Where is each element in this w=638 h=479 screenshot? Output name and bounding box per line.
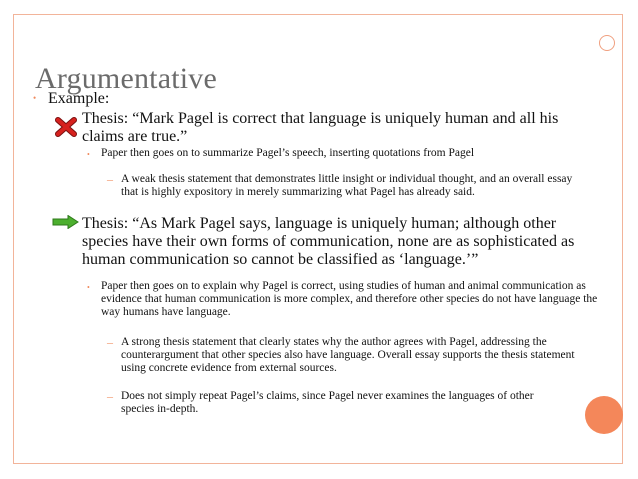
dash-icon: – — [107, 389, 113, 403]
dash-icon: – — [107, 335, 113, 349]
strong-critique-2: Does not simply repeat Pagel’s claims, since Pagel never examines the languages of other species in-depth. — [121, 390, 534, 415]
decorative-circle-outline — [599, 35, 615, 51]
red-x-icon — [54, 117, 78, 137]
strong-critique-1: A strong thesis statement that clearly states why the author agrees with Pagel, addressing the counterargument that other species also have language. Overall essay supports the thesis statement using concrete evidence from external sources. — [121, 336, 575, 374]
weak-detail: Paper then goes on to summarize Pagel’s speech, inserting quotations from Pagel — [101, 147, 475, 159]
bullet-icon: • — [87, 283, 90, 292]
decorative-circle-filled — [585, 396, 623, 434]
green-arrow-icon — [52, 215, 79, 229]
bullet-icon: • — [33, 93, 37, 103]
dash-icon: – — [107, 172, 113, 186]
strong-detail: Paper then goes on to explain why Pagel is correct, using studies of human and animal communication as evidence that human communication is more complex, and therefore other species do not have language the way humans have language. — [101, 280, 598, 318]
weak-critique: A weak thesis statement that demonstrates little insight or individual thought, and an overall essay that is highly expository in merely summarizing what Pagel has already said. — [121, 173, 573, 198]
strong-thesis: Thesis: “As Mark Pagel says, language is uniquely human; although other species have their own forms of communication, none are as sophisticated as human communication so cannot be classified as ‘language.’” — [82, 215, 575, 268]
weak-thesis: Thesis: “Mark Pagel is correct that language is uniquely human and all his claims are true.” — [82, 110, 559, 145]
slide-title: Argumentative — [35, 62, 217, 95]
example-label: Example: — [48, 90, 110, 107]
bullet-icon: • — [87, 150, 90, 159]
